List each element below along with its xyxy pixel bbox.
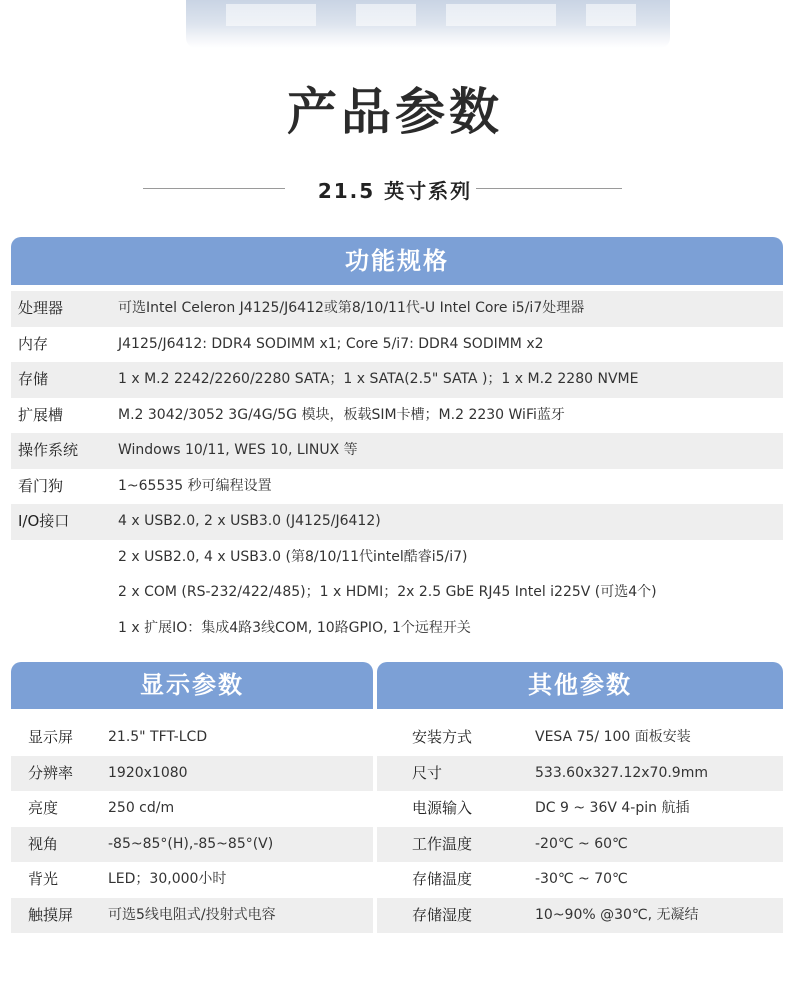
spec-label: 显示屏 <box>28 728 74 746</box>
spec-label: 存储温度 <box>412 870 473 888</box>
spec-label: 看门狗 <box>18 476 64 495</box>
display-row-resolution <box>11 756 373 792</box>
display-table <box>11 720 373 933</box>
other-row-mounting <box>377 720 783 756</box>
spec-row-io-3 <box>11 575 783 611</box>
spec-value: 2 x COM (RS-232/422/485)；1 x HDMI；2x 2.5 GbE RJ45 Intel i225V (可选4个) <box>118 584 657 600</box>
spec-value: -85~85°(H),-85~85°(V) <box>108 835 274 852</box>
spec-value: 533.60x327.12x70.9mm <box>535 764 708 781</box>
other-row-storage-temp <box>377 862 783 898</box>
other-header: 其他参数 <box>377 662 783 709</box>
spec-label: 电源输入 <box>412 799 473 817</box>
spec-value: 21.5" TFT-LCD <box>108 729 208 745</box>
other-table <box>377 720 783 933</box>
spec-row-os <box>11 433 783 469</box>
spec-label: 亮度 <box>28 799 59 817</box>
spec-label: 存储湿度 <box>412 905 473 924</box>
spec-value: 1920x1080 <box>108 764 188 781</box>
subtitle-row <box>0 174 790 204</box>
spec-label: 背光 <box>28 870 59 888</box>
spec-value: J4125/J6412: DDR4 SODIMM x1; Core 5/i7: DDR4 SODIMM x2 <box>118 335 544 352</box>
spec-row-io-1 <box>11 504 783 540</box>
functions-header: 功能规格 <box>11 237 783 285</box>
spec-label: 尺寸 <box>412 763 443 782</box>
spec-label: 工作温度 <box>412 834 473 853</box>
subtitle-divider-right <box>476 188 622 189</box>
spec-label: 存储 <box>18 370 49 388</box>
spec-value: DC 9 ~ 36V 4-pin 航插 <box>535 800 690 816</box>
spec-value: -30℃ ~ 70℃ <box>535 871 628 887</box>
spec-value: 1 x M.2 2242/2260/2280 SATA；1 x SATA(2.5" SATA )；1 x M.2 2280 NVME <box>118 371 639 387</box>
spec-value: LED；30,000小时 <box>108 871 227 887</box>
spec-label: 触摸屏 <box>28 905 74 924</box>
spec-label: 分辨率 <box>28 763 74 782</box>
spec-value: 4 x USB2.0, 2 x USB3.0 (J4125/J6412) <box>118 513 381 529</box>
spec-label: I/O接口 <box>18 512 70 530</box>
spec-row-io-2 <box>11 540 783 576</box>
spec-value: 可选5线电阻式/投射式电容 <box>108 906 276 923</box>
display-row-backlight <box>11 862 373 898</box>
display-row-brightness <box>11 791 373 827</box>
display-row-touchscreen <box>11 898 373 934</box>
display-header: 显示参数 <box>11 662 373 709</box>
display-row-screen <box>11 720 373 756</box>
spec-label: 内存 <box>18 334 49 353</box>
spec-value: 2 x USB2.0, 4 x USB3.0 (第8/10/11代intel酷睿i5/i7) <box>118 548 468 565</box>
spec-row-memory <box>11 327 783 363</box>
spec-value: 1 x 扩展IO：集成4路3线COM, 10路GPIO, 1个远程开关 <box>118 619 471 636</box>
other-row-dimensions <box>377 756 783 792</box>
spec-value: 可选Intel Celeron J4125/J6412或第8/10/11代-U Intel Core i5/i7处理器 <box>118 300 585 316</box>
spec-value: Windows 10/11, WES 10, LINUX 等 <box>118 442 358 458</box>
spec-value: -20℃ ~ 60℃ <box>535 835 628 852</box>
spec-label: 安装方式 <box>412 728 473 746</box>
functions-table <box>11 291 783 646</box>
spec-label: 操作系统 <box>18 441 79 459</box>
spec-row-storage <box>11 362 783 398</box>
spec-label: 扩展槽 <box>18 405 64 424</box>
spec-value: VESA 75/ 100 面板安装 <box>535 729 691 745</box>
spec-row-expansion <box>11 398 783 434</box>
spec-label: 视角 <box>28 834 59 853</box>
other-row-power <box>377 791 783 827</box>
spec-row-processor <box>11 291 783 327</box>
display-row-viewing-angle <box>11 827 373 863</box>
spec-value: 10~90% @30℃, 无凝结 <box>535 906 699 923</box>
other-row-storage-humidity <box>377 898 783 934</box>
spec-value: 1~65535 秒可编程设置 <box>118 477 272 494</box>
spec-value: M.2 3042/3052 3G/4G/5G 模块，板载SIM卡槽；M.2 2230 WiFi蓝牙 <box>118 406 565 423</box>
page-title: 产品参数 <box>287 83 503 141</box>
product-photo-fragment <box>186 0 670 48</box>
other-row-operating-temp <box>377 827 783 863</box>
series-subtitle: 21.5 英寸系列 <box>317 179 473 203</box>
spec-label: 处理器 <box>18 299 64 317</box>
spec-value: 250 cd/m <box>108 800 175 816</box>
spec-row-watchdog <box>11 469 783 505</box>
spec-row-io-4 <box>11 611 783 647</box>
